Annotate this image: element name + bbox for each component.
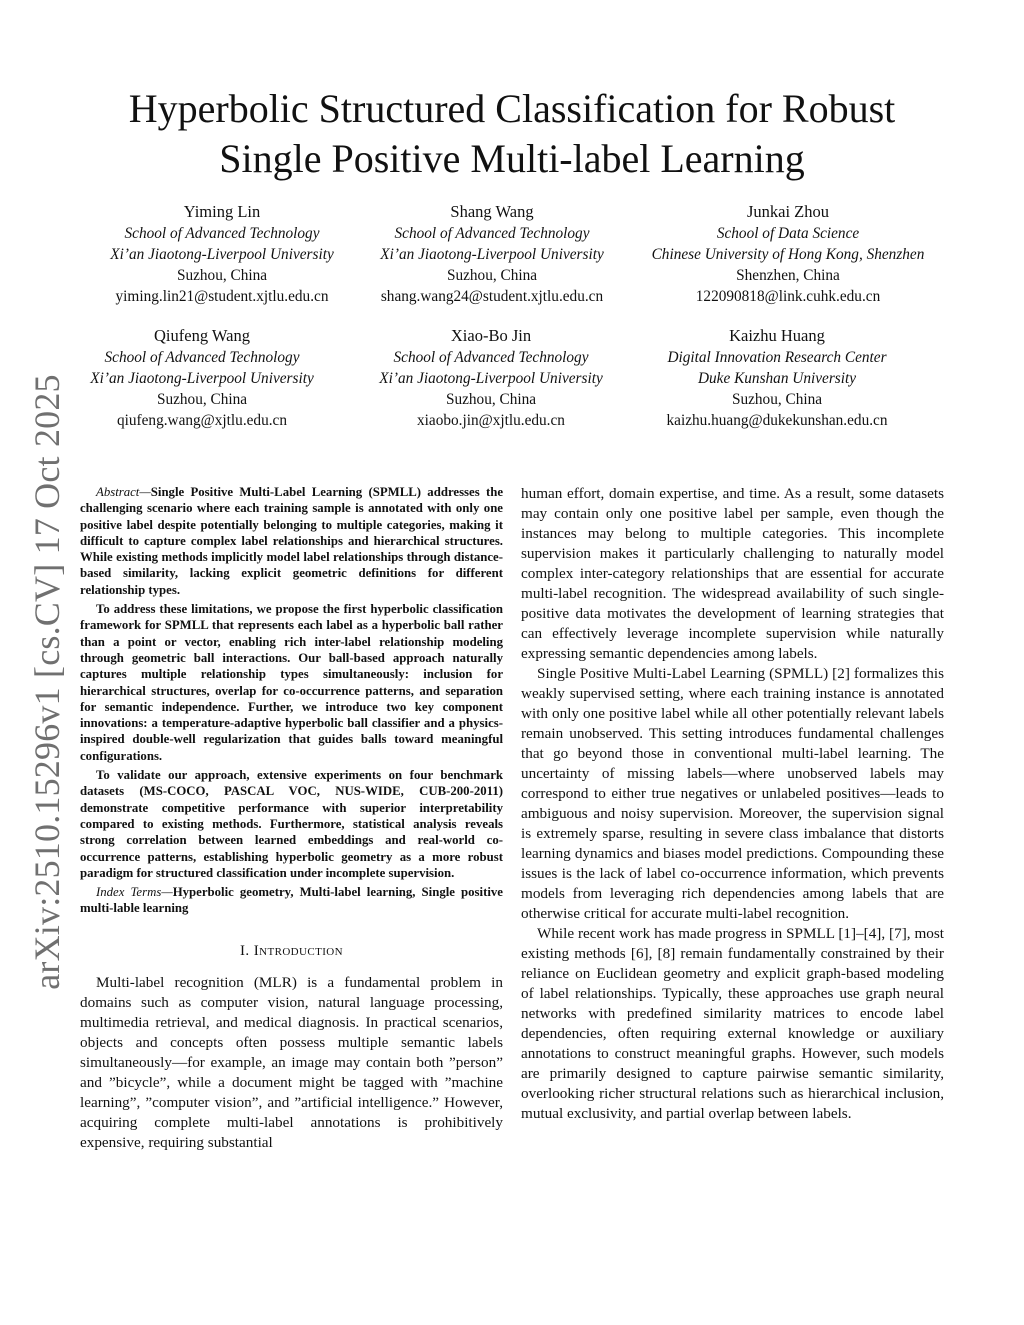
section-heading: I. Introduction: [240, 942, 343, 959]
author-institution: Xi’an Jiaotong-Liverpool University: [90, 370, 314, 387]
author-block: [326, 325, 656, 431]
author-block: [623, 201, 953, 307]
index-terms-dash: —: [161, 885, 173, 900]
body-paragraph: Multi-label recognition (MLR) is a fundamental problem in domains such as computer vision, natural language processing, multimedia retrieval, and medical diagnosis. In practical scenarios, objects and concepts often possess multiple semantic labels simultaneously—for example, an image may contain both ”person” and ”bicycle”, while a document might be tagged with ”machine learning”, ”computer vision”, and ”artificial intelligence.” However, acquiring complete multi-label annotations is prohibitively expensive, requiring substantial: [80, 973, 503, 1151]
left-column: [80, 484, 503, 1153]
right-column: [521, 484, 944, 1124]
title-line-2: Single Positive Multi-label Learning: [219, 136, 805, 181]
abstract-paragraph: [80, 484, 503, 598]
author-name: Xiao-Bo Jin: [450, 326, 532, 345]
author-institution: Xi’an Jiaotong-Liverpool University: [379, 370, 603, 387]
author-location: Suzhou, China: [445, 391, 537, 408]
abstract-text: Single Positive Multi-Label Learning (SPMLL) addresses the challenging scenario where each training sample is annotated with only one positive label despite potentially belonging to multiple categories, making it difficult to capture complex label relationships and hierarchical structures. While existing methods implicitly model label relationships through distance-based similarity, lacking explicit geometric definitions for different relationship types.: [80, 485, 503, 597]
author-affiliation: School of Advanced Technology: [104, 349, 300, 366]
author-email: shang.wang24@student.xjtlu.edu.cn: [380, 288, 604, 305]
author-location: Shenzhen, China: [736, 267, 840, 284]
author-name: Kaizhu Huang: [729, 326, 825, 345]
body-paragraph: Single Positive Multi-Label Learning (SPMLL) [2] formalizes this weakly supervised setting, where each training instance is annotated with only one positive label while all other potentially relevant labels remain unobserved. This setting introduces fundamental challenges that go beyond those in conventional multi-label learning. The uncertainty of missing labels—where unobserved labels may correspond to either true negatives or unlabeled positives—leads to ambiguous and noisy supervision. Moreover, the supervision signal is extremely sparse, resulting in severe class imbalance that distorts learning dynamics and biases model predictions. Compounding these issues is the lack of label co-occurrence information, which prevents models from leveraging rich dependencies among labels that are otherwise critical for accurate multi-label recognition.: [521, 665, 944, 922]
author-name: Shang Wang: [450, 202, 534, 221]
author-block: [612, 325, 942, 431]
author-affiliation: Digital Innovation Research Center: [667, 349, 887, 366]
author-block: [37, 325, 367, 431]
author-location: Suzhou, China: [446, 267, 538, 284]
arxiv-identifier: arXiv:2510.15296v1 [cs.CV] 17 Oct 2025: [27, 374, 67, 990]
index-terms: [80, 884, 503, 917]
author-email: yiming.lin21@student.xjtlu.edu.cn: [115, 288, 329, 305]
author-affiliation: School of Advanced Technology: [394, 225, 590, 242]
author-email: 122090818@link.cuhk.edu.cn: [695, 288, 881, 305]
title-line-1: Hyperbolic Structured Classification for Robust: [128, 86, 896, 131]
author-institution: Xi’an Jiaotong-Liverpool University: [380, 246, 604, 263]
abstract-paragraph: To validate our approach, extensive experiments on four benchmark datasets (MS-COCO, PASCAL VOC, NUS-WIDE, CUB-200-2011) demonstrate competitive performance with superior interpretability compared to existing methods. Furthermore, statistical analysis reveals strong correlation between learned embeddings and real-world co-occurrence patterns, establishing hyperbolic geometry as a more robust paradigm for structured classification under incomplete supervision.: [80, 768, 503, 880]
author-institution: Chinese University of Hong Kong, Shenzhen: [651, 246, 925, 263]
body-paragraph: human effort, domain expertise, and time. As a result, some datasets may contain only one positive label per sample, even though the instances may belong to multiple categories. This incomplete supervision makes it particularly challenging to naturally model complex inter-category relationships that are essential for accurate multi-label recognition. The widespread availability of such single-positive data motivates the development of learning strategies that can effectively leverage incomplete supervision while naturally expressing semantic dependencies among labels.: [521, 485, 944, 662]
author-email: kaizhu.huang@dukekunshan.edu.cn: [666, 412, 888, 429]
abstract-paragraph: To address these limitations, we propose the first hyperbolic classification framework for SPMLL that represents each label as a hyperbolic ball rather than a point or vector, enabling rich inter-label relationship modeling through geometric ball interactions. Our ball-based approach naturally captures multiple relationship types simultaneously: inclusion for hierarchical structures, overlap for co-occurrence patterns, and separation for semantic independence. Further, we introduce two key component innovations: a temperature-adaptive hyperbolic ball classifier and a physics-inspired double-well regularization that guides balls toward meaningful configurations.: [80, 602, 503, 763]
author-institution: Duke Kunshan University: [697, 370, 857, 387]
author-affiliation: School of Advanced Technology: [393, 349, 589, 366]
author-location: Suzhou, China: [731, 391, 823, 408]
author-name: Yiming Lin: [183, 202, 261, 221]
author-affiliation: School of Data Science: [716, 225, 860, 242]
index-terms-label: Index Terms: [96, 885, 162, 900]
author-block: [327, 201, 657, 307]
index-terms-text: Hyperbolic geometry, Multi-label learning, Single positive multi-lable learning: [80, 885, 503, 916]
body-paragraph: While recent work has made progress in SPMLL [1]–[4], [7], most existing methods [6], [8] remain fundamentally constrained by their reliance on Euclidean geometry and explicit graph-based modeling of label relationships. Typically, these approaches use graph neural networks with predefined similarity matrices to encode label dependencies, often requiring external knowledge or auxiliary annotations to construct meaningful graphs. However, such models are primarily designed to capture pairwise semantic similarity, overlooking richer structural relations such as hierarchical inclusion, mutual exclusivity, and partial overlap between labels.: [521, 925, 944, 1122]
author-name: Junkai Zhou: [746, 202, 830, 221]
author-email: qiufeng.wang@xjtlu.edu.cn: [117, 412, 287, 429]
paper-title: [0, 84, 1024, 184]
author-email: xiaobo.jin@xjtlu.edu.cn: [417, 412, 565, 429]
author-location: Suzhou, China: [156, 391, 248, 408]
author-affiliation: School of Advanced Technology: [124, 225, 320, 242]
author-name: Qiufeng Wang: [154, 326, 250, 345]
author-location: Suzhou, China: [176, 267, 268, 284]
abstract-label: Abstract: [96, 485, 140, 499]
abstract-dash: —: [139, 485, 151, 499]
author-institution: Xi’an Jiaotong-Liverpool University: [110, 246, 334, 263]
